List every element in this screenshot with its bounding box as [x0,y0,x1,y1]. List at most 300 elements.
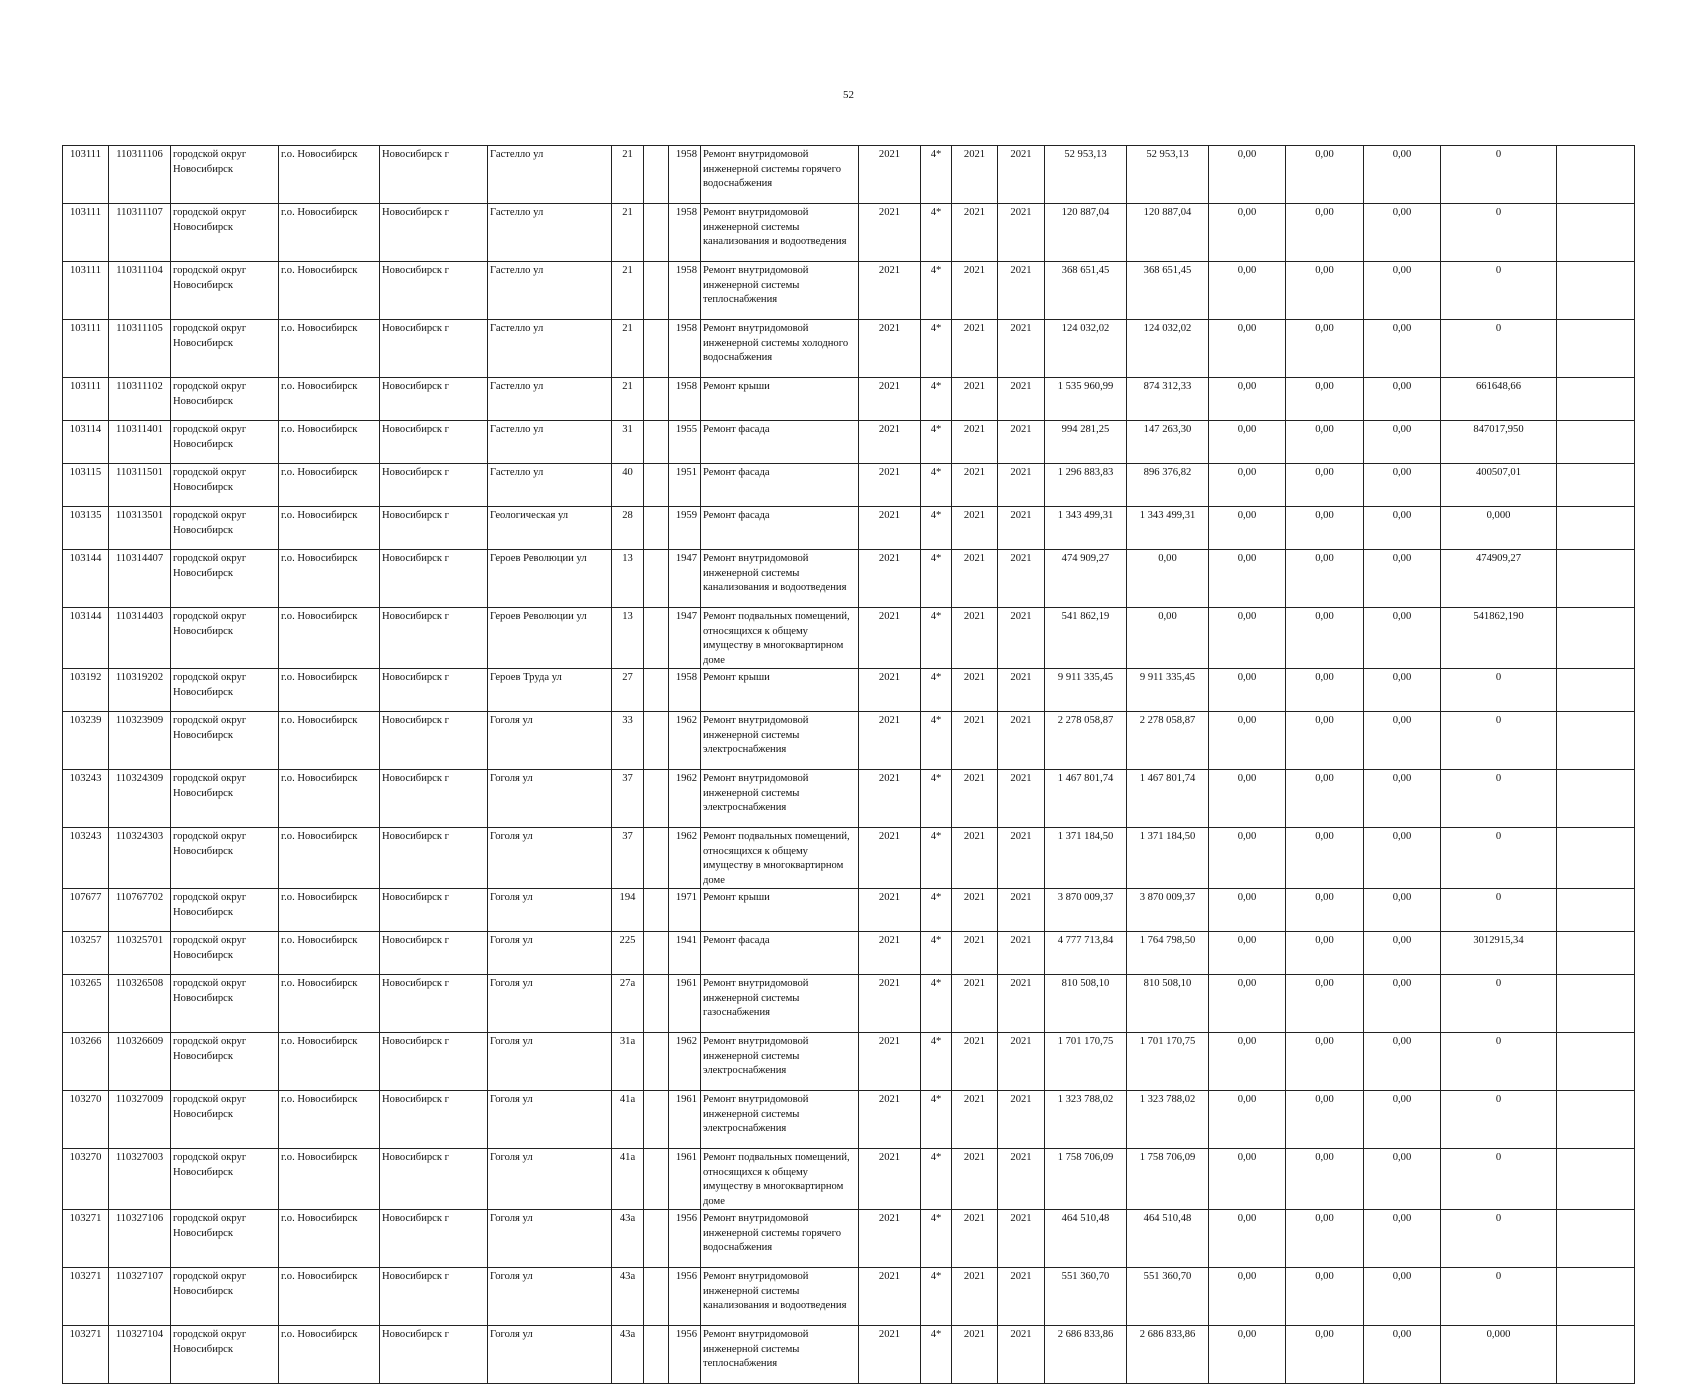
table-row [63,712,1635,770]
end-year: 2021 [998,320,1045,378]
total-cost: 1 758 706,09 [1045,1149,1127,1210]
fund-cost: 874 312,33 [1127,378,1209,421]
row-id: 103270 [63,1149,109,1210]
regional-funds: 0,00 [1286,828,1364,889]
fund-cost: 147 263,30 [1127,421,1209,464]
row-id: 103266 [63,1033,109,1091]
work-type: Ремонт крыши [701,378,859,421]
year-built: 1962 [669,828,701,889]
plan-year: 2021 [859,378,921,421]
regional-funds: 0,00 [1286,378,1364,421]
row-code: 110767702 [109,889,171,932]
row-id: 103115 [63,464,109,507]
total-cost: 3 870 009,37 [1045,889,1127,932]
row-id: 103111 [63,262,109,320]
work-type: Ремонт внутридомовой инженерной системы теплоснабжения [701,1326,859,1384]
house-number: 33 [612,712,644,770]
row-code: 110325701 [109,932,171,975]
plan-year: 2021 [859,889,921,932]
plan-year: 2021 [859,932,921,975]
local-funds: 0,00 [1364,378,1441,421]
federal-funds: 0,00 [1209,669,1286,712]
building-cell [644,550,669,608]
regional-funds: 0,00 [1286,262,1364,320]
building-cell [644,932,669,975]
total-cost: 541 862,19 [1045,608,1127,669]
year-built: 1961 [669,1091,701,1149]
plan-year: 2021 [859,828,921,889]
table-row [63,1091,1635,1149]
federal-funds: 0,00 [1209,320,1286,378]
locality-cell: Новосибирск г [380,1268,488,1326]
owners-funds: 0 [1441,320,1557,378]
house-number: 27а [612,975,644,1033]
locality-cell: Новосибирск г [380,932,488,975]
notes-cell [1557,262,1635,320]
start-year: 2021 [952,932,998,975]
plan-year: 2021 [859,1033,921,1091]
row-id: 103144 [63,550,109,608]
district-cell: г.о. Новосибирск [279,712,380,770]
plan-year: 2021 [859,770,921,828]
owners-funds: 0 [1441,770,1557,828]
year-built: 1955 [669,421,701,464]
building-cell [644,1210,669,1268]
federal-funds: 0,00 [1209,204,1286,262]
local-funds: 0,00 [1364,507,1441,550]
locality-cell: Новосибирск г [380,1149,488,1210]
total-cost: 810 508,10 [1045,975,1127,1033]
house-number: 40 [612,464,644,507]
plan-year: 2021 [859,146,921,204]
district-cell: г.о. Новосибирск [279,669,380,712]
street-cell: Гоголя ул [488,1210,612,1268]
owners-funds: 0 [1441,1210,1557,1268]
row-code: 110326609 [109,1033,171,1091]
district-cell: г.о. Новосибирск [279,320,380,378]
row-id: 107677 [63,889,109,932]
start-year: 2021 [952,1326,998,1384]
start-year: 2021 [952,1033,998,1091]
year-built: 1956 [669,1210,701,1268]
plan-year: 2021 [859,421,921,464]
year-built: 1961 [669,1149,701,1210]
row-code: 110327009 [109,1091,171,1149]
local-funds: 0,00 [1364,1033,1441,1091]
locality-cell: Новосибирск г [380,669,488,712]
district-cell: г.о. Новосибирск [279,932,380,975]
municipality-cell: городской округ Новосибирск [171,1268,279,1326]
notes-cell [1557,770,1635,828]
quarter: 4* [921,204,952,262]
table-row [63,550,1635,608]
building-cell [644,975,669,1033]
work-type: Ремонт внутридомовой инженерной системы канализования и водоотведения [701,550,859,608]
municipality-cell: городской округ Новосибирск [171,1149,279,1210]
work-type: Ремонт внутридомовой инженерной системы электроснабжения [701,770,859,828]
start-year: 2021 [952,262,998,320]
regional-funds: 0,00 [1286,204,1364,262]
plan-year: 2021 [859,712,921,770]
notes-cell [1557,975,1635,1033]
building-cell [644,421,669,464]
federal-funds: 0,00 [1209,464,1286,507]
work-type: Ремонт фасада [701,932,859,975]
table-row [63,1033,1635,1091]
plan-year: 2021 [859,1210,921,1268]
owners-funds: 0 [1441,146,1557,204]
local-funds: 0,00 [1364,1210,1441,1268]
municipality-cell: городской округ Новосибирск [171,1091,279,1149]
quarter: 4* [921,889,952,932]
work-type: Ремонт внутридомовой инженерной системы канализования и водоотведения [701,204,859,262]
table-row [63,1149,1635,1210]
regional-funds: 0,00 [1286,1033,1364,1091]
house-number: 37 [612,828,644,889]
local-funds: 0,00 [1364,204,1441,262]
house-number: 41а [612,1149,644,1210]
locality-cell: Новосибирск г [380,262,488,320]
table-row [63,669,1635,712]
locality-cell: Новосибирск г [380,608,488,669]
district-cell: г.о. Новосибирск [279,1149,380,1210]
notes-cell [1557,1326,1635,1384]
regional-funds: 0,00 [1286,1268,1364,1326]
row-code: 110313501 [109,507,171,550]
row-code: 110327104 [109,1326,171,1384]
federal-funds: 0,00 [1209,889,1286,932]
district-cell: г.о. Новосибирск [279,828,380,889]
end-year: 2021 [998,932,1045,975]
federal-funds: 0,00 [1209,770,1286,828]
district-cell: г.о. Новосибирск [279,1091,380,1149]
house-number: 27 [612,669,644,712]
municipality-cell: городской округ Новосибирск [171,1210,279,1268]
work-type: Ремонт внутридомовой инженерной системы электроснабжения [701,1091,859,1149]
fund-cost: 551 360,70 [1127,1268,1209,1326]
house-number: 43а [612,1326,644,1384]
quarter: 4* [921,1091,952,1149]
table-row [63,464,1635,507]
building-cell [644,608,669,669]
start-year: 2021 [952,975,998,1033]
fund-cost: 2 686 833,86 [1127,1326,1209,1384]
street-cell: Гастелло ул [488,421,612,464]
row-code: 110311104 [109,262,171,320]
work-type: Ремонт подвальных помещений, относящихся к общему имуществу в многоквартирном доме [701,828,859,889]
federal-funds: 0,00 [1209,975,1286,1033]
notes-cell [1557,608,1635,669]
district-cell: г.о. Новосибирск [279,1268,380,1326]
start-year: 2021 [952,1091,998,1149]
table-row [63,421,1635,464]
regional-funds: 0,00 [1286,1210,1364,1268]
owners-funds: 0 [1441,1268,1557,1326]
municipality-cell: городской округ Новосибирск [171,1326,279,1384]
regional-funds: 0,00 [1286,932,1364,975]
regional-funds: 0,00 [1286,464,1364,507]
district-cell: г.о. Новосибирск [279,378,380,421]
total-cost: 994 281,25 [1045,421,1127,464]
federal-funds: 0,00 [1209,550,1286,608]
local-funds: 0,00 [1364,262,1441,320]
table-row [63,204,1635,262]
regional-funds: 0,00 [1286,1149,1364,1210]
year-built: 1956 [669,1268,701,1326]
notes-cell [1557,1210,1635,1268]
fund-cost: 120 887,04 [1127,204,1209,262]
street-cell: Гастелло ул [488,146,612,204]
total-cost: 52 953,13 [1045,146,1127,204]
table-row [63,507,1635,550]
plan-year: 2021 [859,550,921,608]
end-year: 2021 [998,1326,1045,1384]
fund-cost: 1 758 706,09 [1127,1149,1209,1210]
quarter: 4* [921,378,952,421]
table-row [63,770,1635,828]
end-year: 2021 [998,507,1045,550]
row-code: 110311106 [109,146,171,204]
regional-funds: 0,00 [1286,507,1364,550]
local-funds: 0,00 [1364,421,1441,464]
local-funds: 0,00 [1364,889,1441,932]
row-id: 103111 [63,204,109,262]
fund-cost: 0,00 [1127,608,1209,669]
municipality-cell: городской округ Новосибирск [171,1033,279,1091]
fund-cost: 124 032,02 [1127,320,1209,378]
row-code: 110324303 [109,828,171,889]
federal-funds: 0,00 [1209,1091,1286,1149]
work-type: Ремонт внутридомовой инженерной системы электроснабжения [701,712,859,770]
total-cost: 2 686 833,86 [1045,1326,1127,1384]
local-funds: 0,00 [1364,770,1441,828]
row-id: 103271 [63,1268,109,1326]
total-cost: 1 323 788,02 [1045,1091,1127,1149]
start-year: 2021 [952,378,998,421]
district-cell: г.о. Новосибирск [279,146,380,204]
fund-cost: 1 371 184,50 [1127,828,1209,889]
street-cell: Гастелло ул [488,464,612,507]
federal-funds: 0,00 [1209,1268,1286,1326]
end-year: 2021 [998,204,1045,262]
owners-funds: 0 [1441,712,1557,770]
row-id: 103243 [63,828,109,889]
year-built: 1958 [669,669,701,712]
locality-cell: Новосибирск г [380,889,488,932]
municipality-cell: городской округ Новосибирск [171,421,279,464]
municipality-cell: городской округ Новосибирск [171,320,279,378]
plan-year: 2021 [859,1268,921,1326]
locality-cell: Новосибирск г [380,975,488,1033]
local-funds: 0,00 [1364,932,1441,975]
fund-cost: 1 323 788,02 [1127,1091,1209,1149]
end-year: 2021 [998,262,1045,320]
fund-cost: 368 651,45 [1127,262,1209,320]
street-cell: Гоголя ул [488,1268,612,1326]
work-type: Ремонт внутридомовой инженерной системы холодного водоснабжения [701,320,859,378]
federal-funds: 0,00 [1209,712,1286,770]
row-id: 103135 [63,507,109,550]
year-built: 1947 [669,550,701,608]
building-cell [644,1326,669,1384]
start-year: 2021 [952,669,998,712]
quarter: 4* [921,550,952,608]
street-cell: Героев Труда ул [488,669,612,712]
house-number: 21 [612,262,644,320]
plan-year: 2021 [859,204,921,262]
total-cost: 124 032,02 [1045,320,1127,378]
work-type: Ремонт внутридомовой инженерной системы горячего водоснабжения [701,1210,859,1268]
plan-year: 2021 [859,1149,921,1210]
table-row [63,975,1635,1033]
plan-year: 2021 [859,608,921,669]
district-cell: г.о. Новосибирск [279,262,380,320]
table-row [63,262,1635,320]
start-year: 2021 [952,464,998,507]
end-year: 2021 [998,608,1045,669]
end-year: 2021 [998,378,1045,421]
notes-cell [1557,712,1635,770]
locality-cell: Новосибирск г [380,550,488,608]
year-built: 1958 [669,378,701,421]
fund-cost: 1 764 798,50 [1127,932,1209,975]
municipality-cell: городской округ Новосибирск [171,378,279,421]
house-number: 43а [612,1210,644,1268]
district-cell: г.о. Новосибирск [279,1033,380,1091]
municipality-cell: городской округ Новосибирск [171,889,279,932]
building-cell [644,146,669,204]
building-cell [644,1091,669,1149]
end-year: 2021 [998,770,1045,828]
local-funds: 0,00 [1364,608,1441,669]
work-type: Ремонт внутридомовой инженерной системы газоснабжения [701,975,859,1033]
fund-cost: 0,00 [1127,550,1209,608]
row-id: 103265 [63,975,109,1033]
total-cost: 1 701 170,75 [1045,1033,1127,1091]
quarter: 4* [921,770,952,828]
plan-year: 2021 [859,975,921,1033]
total-cost: 474 909,27 [1045,550,1127,608]
local-funds: 0,00 [1364,1149,1441,1210]
row-code: 110314407 [109,550,171,608]
district-cell: г.о. Новосибирск [279,1210,380,1268]
building-cell [644,1033,669,1091]
notes-cell [1557,550,1635,608]
street-cell: Гоголя ул [488,1033,612,1091]
year-built: 1962 [669,770,701,828]
end-year: 2021 [998,828,1045,889]
row-code: 110311401 [109,421,171,464]
row-code: 110319202 [109,669,171,712]
row-code: 110311107 [109,204,171,262]
regional-funds: 0,00 [1286,1091,1364,1149]
plan-year: 2021 [859,1326,921,1384]
building-cell [644,204,669,262]
street-cell: Гоголя ул [488,1149,612,1210]
federal-funds: 0,00 [1209,932,1286,975]
owners-funds: 0,000 [1441,1326,1557,1384]
locality-cell: Новосибирск г [380,378,488,421]
street-cell: Героев Революции ул [488,550,612,608]
plan-year: 2021 [859,464,921,507]
work-type: Ремонт внутридомовой инженерной системы электроснабжения [701,1033,859,1091]
notes-cell [1557,1268,1635,1326]
local-funds: 0,00 [1364,146,1441,204]
row-code: 110311102 [109,378,171,421]
total-cost: 1 371 184,50 [1045,828,1127,889]
fund-cost: 9 911 335,45 [1127,669,1209,712]
year-built: 1962 [669,712,701,770]
house-number: 31 [612,421,644,464]
start-year: 2021 [952,828,998,889]
local-funds: 0,00 [1364,1268,1441,1326]
row-code: 110323909 [109,712,171,770]
house-number: 41а [612,1091,644,1149]
end-year: 2021 [998,889,1045,932]
building-cell [644,262,669,320]
street-cell: Гастелло ул [488,320,612,378]
notes-cell [1557,1091,1635,1149]
district-cell: г.о. Новосибирск [279,464,380,507]
street-cell: Гастелло ул [488,262,612,320]
locality-cell: Новосибирск г [380,770,488,828]
table-row [63,320,1635,378]
quarter: 4* [921,1033,952,1091]
local-funds: 0,00 [1364,828,1441,889]
year-built: 1958 [669,146,701,204]
building-cell [644,669,669,712]
plan-year: 2021 [859,262,921,320]
start-year: 2021 [952,712,998,770]
street-cell: Гоголя ул [488,975,612,1033]
end-year: 2021 [998,1210,1045,1268]
quarter: 4* [921,1210,952,1268]
fund-cost: 464 510,48 [1127,1210,1209,1268]
notes-cell [1557,507,1635,550]
fund-cost: 2 278 058,87 [1127,712,1209,770]
locality-cell: Новосибирск г [380,712,488,770]
house-number: 43а [612,1268,644,1326]
table-row [63,608,1635,669]
row-id: 103239 [63,712,109,770]
federal-funds: 0,00 [1209,1210,1286,1268]
total-cost: 4 777 713,84 [1045,932,1127,975]
end-year: 2021 [998,975,1045,1033]
notes-cell [1557,464,1635,507]
local-funds: 0,00 [1364,320,1441,378]
start-year: 2021 [952,1210,998,1268]
repair-schedule-table [62,145,1635,1384]
quarter: 4* [921,1326,952,1384]
house-number: 194 [612,889,644,932]
end-year: 2021 [998,712,1045,770]
local-funds: 0,00 [1364,975,1441,1033]
street-cell: Гоголя ул [488,828,612,889]
notes-cell [1557,146,1635,204]
federal-funds: 0,00 [1209,507,1286,550]
year-built: 1961 [669,975,701,1033]
plan-year: 2021 [859,507,921,550]
row-id: 103144 [63,608,109,669]
local-funds: 0,00 [1364,464,1441,507]
row-id: 103192 [63,669,109,712]
regional-funds: 0,00 [1286,712,1364,770]
regional-funds: 0,00 [1286,608,1364,669]
federal-funds: 0,00 [1209,262,1286,320]
quarter: 4* [921,262,952,320]
owners-funds: 0 [1441,262,1557,320]
row-id: 103243 [63,770,109,828]
